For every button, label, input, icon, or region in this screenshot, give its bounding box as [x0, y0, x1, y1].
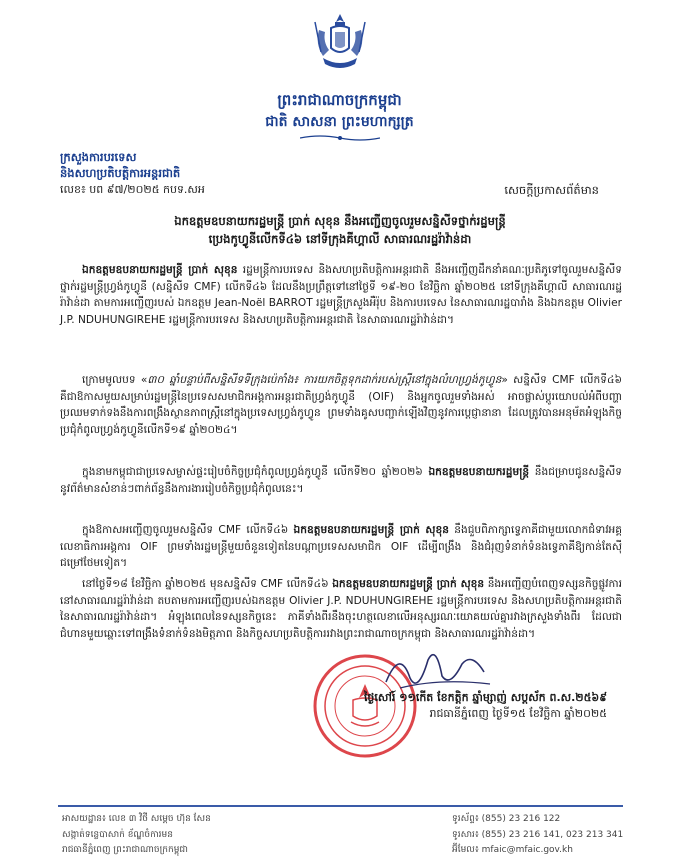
- p2-text-b: » សន្និសីទ CMF លើកទី៤៦ គឺជាឱកាសមួយសម្រាប់រដ្ឋមន្ត្រីនៃប្រទេសសមាជិកអង្គការអន្តរជាតិហ្វ្រង់កូហ្វូនី (OIF) និងអ្នកចូលរួមទាំងអស់ អាចផ្លាស់ប្តូរយោបល់អំពីបញ្ហាប្រឈមទាក់ទងនឹងការពង្រឹងស្ថានភាពស្ត្រីនៅក្នុងប្រទេសហ្វ្រង់កូហ្វូន ព្រមទាំងគូសបញ្ជាក់ឡើងវិញនូវការប្តេជ្ញានានា ដែលត្រូវបានអនុម័តអំឡុងកិច្ចប្រជុំកំពូលហ្វ្រង់កូហ្វូនីលើកទី១៩ ឆ្នាំ២០២៤។: [60, 374, 622, 436]
- p2-text-a: ក្រោមមូលបទ «: [82, 374, 148, 386]
- body-paragraph-2: [60, 372, 622, 438]
- body-paragraph-5: [60, 576, 622, 642]
- p4-bold-text: ឯកឧត្តមឧបនាយករដ្ឋមន្ត្រី ប្រាក់ សុខុន: [293, 524, 449, 536]
- p5-text: នៅថ្ងៃទី១៨ ខែវិច្ឆិកា ឆ្នាំ២០២៥ មុនសន្និសីទ CMF លើកទី៤៦: [82, 578, 333, 590]
- body-paragraph-3: [60, 464, 622, 497]
- headline-line1: ឯកឧត្តមឧបនាយករដ្ឋមន្ត្រី ប្រាក់ សុខុន នឹងអញ្ជើញចូលរួមសន្និសីទថ្នាក់រដ្ឋមន្ត្រី: [174, 214, 506, 228]
- royal-coat-of-arms-emblem: [311, 12, 369, 74]
- p1-text: រដ្ឋមន្ត្រីការបរទេស និងសហប្រតិបត្តិការអន្តរជាតិ នឹងអញ្ជើញដឹកនាំគណៈប្រតិភូទៅចូលរួមសន្និសីទថ្នាក់រដ្ឋមន្ត្រីហ្វ្រង់កូហ្វូនី (សន្និសីទ CMF) លើកទី៤៦ ដែលនឹងប្រព្រឹត្តទៅនៅថ្ងៃទី ១៩-២០ ខែវិច្ឆិកា ឆ្នាំ២០២៥ នៅទីក្រុងគីហ្គាលី សាធារណរដ្ឋរ៉ាវ៉ាន់ដា តាមការអញ្ជើញរបស់ ឯកឧត្តម Jean-Noël BARROT រដ្ឋមន្ត្រីក្រសួងអឺរ៉ុប និងការបរទេស នៃសាធារណរដ្ឋបារាំង និងឯកឧត្តម Olivier J.P. NDUHUNGIREHE រដ្ឋមន្ត្រីការបរទេស និងសហប្រតិបត្តិការអន្តរជាតិ នៃសាធារណរដ្ឋរ៉ាវ៉ាន់ដា។: [60, 264, 622, 326]
- reference-number: លេខ៖ បព ៩៧/២០២៥ កបទ.សអ: [60, 183, 205, 196]
- fax-number: ទូរសារ៖ (855) 23 216 141, 023 213 341: [452, 829, 624, 840]
- p2-theme-italic: ៣០ ឆ្នាំបន្ទាប់ពីសន្និសីទទីក្រុងប៉េកាំង៖ ការយកចិត្តទុកដាក់របស់ស្ត្រីនៅក្នុងលំហហ្វ្រង់កូហ្វូន: [147, 374, 502, 386]
- address-line-1: អាសយដ្ឋាន៖ លេខ ៣ វិថី សម្តេច ហ៊ុន សែន: [62, 814, 211, 824]
- p4-text-b: នឹងជួបពិភាក្សាទ្វេភាគីជាមួយលោកជំទាវអគ្គលេខាធិការអង្គការ OIF ព្រមទាំងរដ្ឋមន្ត្រីមួយចំនួនទៀតនៃបណ្តាប្រទេសសមាជិក OIF ដើម្បីពង្រឹង និងជំរុញទំនាក់ទំនងទ្វេភាគីឱ្យកាន់តែស៊ីជម្រៅថែមទៀត។: [60, 524, 622, 570]
- national-motto: ជាតិ សាសនា ព្រះមហាក្សត្រ: [265, 114, 414, 130]
- ornament-divider-icon: [300, 134, 380, 142]
- phone-number: ទូរស័ព្ទ៖ (855) 23 216 122: [452, 814, 561, 824]
- p1-bold-text: ឯកឧត្តមឧបនាយករដ្ឋមន្ត្រី ប្រាក់ សុខុន: [82, 264, 238, 276]
- p4-text: ក្នុងឱកាសអញ្ជើញចូលរួមសន្និសីទ CMF លើកទី៤៦: [82, 524, 294, 536]
- p3-text-b: នឹងជម្រាបជូនសន្និសីទនូវព័ត៌មានសំខាន់ៗពាក់ព័ន្ធនឹងការងាររៀបចំកិច្ចប្រជុំកំពូលនេះ។: [60, 466, 622, 495]
- email-address[interactable]: អ៊ីមែល៖ mfaic@mfaic.gov.kh: [452, 845, 573, 855]
- body-paragraph-4: [60, 522, 622, 572]
- ministry-name-line2: និងសហប្រតិបត្តិការអន្តរជាតិ: [60, 166, 181, 180]
- document-type-label: សេចក្តីប្រកាសព័ត៌មាន: [504, 183, 599, 197]
- headline-line2: ប្រេងកូហ្វូនីលើកទី៤៦ នៅទីក្រុងគីហ្គាលី សាធារណរដ្ឋរ៉ាវ៉ាន់ដា: [208, 232, 472, 246]
- footer-address: [62, 812, 211, 859]
- address-line-2: សង្កាត់ទន្លេបាសាក់ ខ័ណ្ឌចំការមន: [62, 829, 173, 840]
- kingdom-title: ព្រះរាជាណាចក្រកម្ពុជា: [277, 91, 402, 109]
- lunar-date-line: ថ្ងៃសៅរ៍ ១១កើត ខែកត្តិក ឆ្នាំម្សាញ់ សប្តស័ក ព.ស.២៥៦៩: [363, 691, 607, 704]
- footer-contact: [452, 812, 623, 859]
- solar-date-line: រាជធានីភ្នំពេញ ថ្ងៃទី១៥ ខែវិច្ឆិកា ឆ្នាំ២០២៥: [429, 707, 607, 720]
- p5-text-b: នឹងអញ្ជើញបំពេញទស្សនកិច្ចផ្លូវការនៅសាធារណរដ្ឋរ៉ាវ៉ាន់ដា តបតាមការអញ្ជើញរបស់ឯកឧត្តម Olivier J.P. NDUHUNGIREHE រដ្ឋមន្ត្រីការបរទេស និងសហប្រតិបត្តិការអន្តរជាតិ នៃសាធារណរដ្ឋរ៉ាវ៉ាន់ដា។ អំឡុងពេលនៃទស្សនកិច្ចនេះ ភាគីទាំងពីរនឹងចុះហត្ថលេខាលើអនុស្សរណៈយោគយល់គ្នារវាងក្រសួងទាំងពីរ ដែលជាជំហានមួយឆ្ពោះទៅពង្រឹងទំនាក់ទំនងមិត្តភាព និងកិច្ចសហប្រតិបត្តិការរវាងព្រះរាជាណាចក្រកម្ពុជា និងសាធារណរដ្ឋរ៉ាវ៉ាន់ដា។: [60, 578, 622, 640]
- footer-divider: [58, 805, 623, 807]
- ministry-name-line1: ក្រសួងការបរទេស: [60, 150, 137, 164]
- address-line-3: រាជធានីភ្នំពេញ ព្រះរាជាណាចក្រកម្ពុជា: [62, 845, 188, 855]
- body-paragraph-1: [60, 262, 622, 328]
- p5-bold-text: ឯកឧត្តមឧបនាយករដ្ឋមន្ត្រី ប្រាក់ សុខុន: [332, 578, 485, 590]
- p3-bold-text: ឯកឧត្តមឧបនាយករដ្ឋមន្ត្រី: [428, 466, 530, 478]
- p3-text: ក្នុងនាមកម្ពុជាជាប្រទេសម្ចាស់ផ្ទះរៀបចំកិច្ចប្រជុំកំពូលហ្វ្រង់កូហ្វូនី លើកទី២០ ឆ្នាំ២០២៦: [82, 466, 429, 478]
